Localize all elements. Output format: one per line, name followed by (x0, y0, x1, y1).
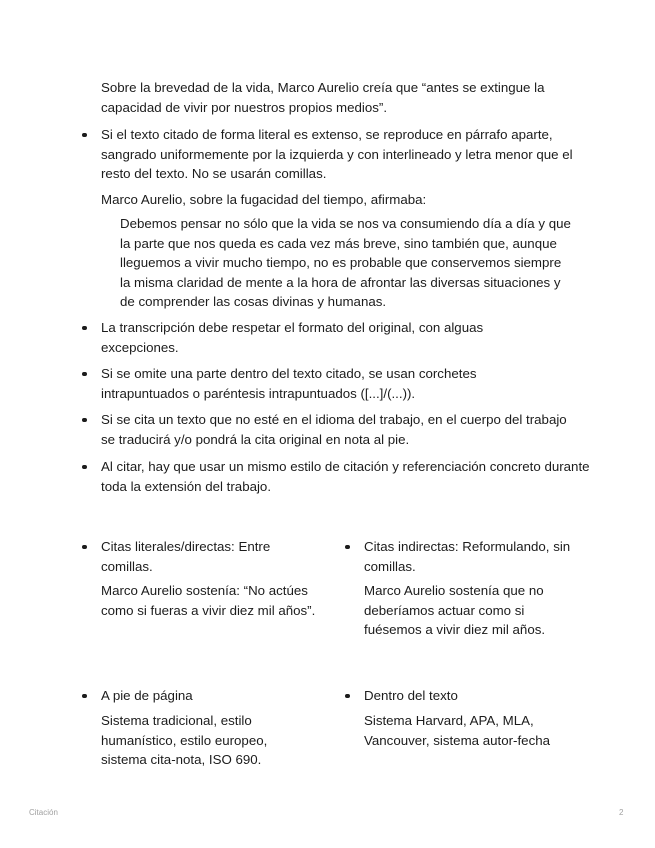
block-quote: Debemos pensar no sólo que la vida se nos va consumiendo día a día y que la parte que nos queda es cada vez más breve, sino también que, aunque lleguemos a vivir mucho tiempo, no es probable que conservemos siempre la misma claridad de mente a la hora de afrontar las diversas situaciones y de comprender las cosas divinas y humanas. (120, 216, 571, 309)
reference-system-footnote-description: Sistema tradicional, estilo humanístico, estilo europeo, sistema cita-nota, ISO 690. (101, 713, 268, 767)
intro-sentence: Sobre la brevedad de la vida, Marco Aurelio creía que “antes se extingue la capacidad de vivir por nuestros propios medios”. (101, 80, 545, 115)
citation-type-literal-title: Citas literales/directas: Entre comillas. (82, 537, 301, 576)
citation-type-indirect-title: Citas indirectas: Reformulando, sin comillas. (345, 537, 604, 576)
rule-item-4: Si se cita un texto que no esté en el idioma del trabajo, en el cuerpo del trabajo se traducirá y/o pondrá la cita original en nota al pie. (82, 410, 576, 449)
citation-type-indirect-example: Marco Aurelio sostenía que no deberíamos actuar como si fuésemos a vivir diez mil años. (364, 583, 546, 637)
citation-type-literal-example: Marco Aurelio sostenía: “No actúes como si fueras a vivir diez mil años”. (101, 583, 316, 618)
rule-item-2: La transcripción debe respetar el formato del original, con alguas excepciones. (82, 318, 531, 357)
reference-system-footnote-title: A pie de página (82, 686, 321, 706)
rule-item-5: Al citar, hay que usar un mismo estilo de citación y referenciación concreto durante toda la extensión del trabajo. (82, 457, 596, 496)
reference-system-in-text-title: Dentro del texto (345, 686, 584, 706)
block-example-intro: Marco Aurelio, sobre la fugacidad del tiempo, afirmaba: (101, 192, 427, 207)
rule-item-3: Si se omite una parte dentro del texto citado, se usan corchetes intrapuntuados o paréntesis intrapuntuados ([...]/(...)). (82, 364, 521, 403)
reference-system-in-text-description: Sistema Harvard, APA, MLA, Vancouver, sistema autor-fecha (364, 713, 551, 748)
rule-item-1: Si el texto citado de forma literal es extenso, se reproduce en párrafo aparte, sangrado uniformemente por la izquierda y con interlineado y letra menor que el resto del texto. No se usarán comillas. (82, 125, 600, 184)
footer-section-label: Citación (29, 808, 58, 817)
footer-page-number: 2 (619, 808, 624, 817)
